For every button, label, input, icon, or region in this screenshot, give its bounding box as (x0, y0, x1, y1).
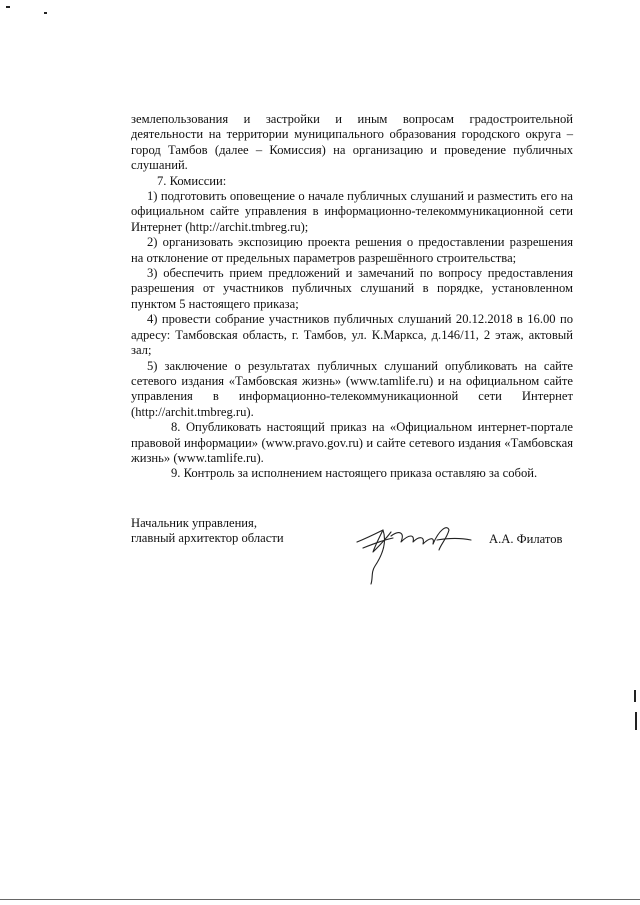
document-body (131, 112, 573, 482)
position-line-2: главный архитектор области (131, 531, 284, 546)
scan-edge-bottom (0, 899, 640, 900)
scan-mark-top-left (6, 6, 10, 8)
item-7-2: 2) организовать экспозицию проекта решения о предоставлении разрешения на отклонение от предельных параметров разрешённого строительства; (131, 235, 573, 265)
signature-block (131, 516, 591, 586)
scan-mark-right (634, 690, 636, 702)
paragraph-7-heading: 7. Комиссии: (157, 173, 227, 188)
scan-mark-right-2 (635, 712, 637, 730)
handwritten-signature (353, 508, 473, 586)
scan-mark-top (44, 12, 47, 14)
signatory-name: А.А. Филатов (489, 532, 563, 546)
item-7-3: 3) обеспечить прием предложений и замечаний по вопросу предоставления разрешения от участников публичных слушаний в порядке, установленном пунктом 5 настоящего приказа; (131, 266, 573, 311)
paragraph-9: 9. Контроль за исполнением настоящего приказа оставляю за собой. (171, 466, 538, 481)
position-line-1: Начальник управления, (131, 516, 257, 530)
item-7-1: 1) подготовить оповещение о начале публичных слушаний и разместить его на официальном сайте управления в информационно-телекоммуникационной сети Интернет (http://archit.tmbreg.ru); (131, 189, 573, 234)
paragraph-8: 8. Опубликовать настоящий приказ на «Официальном интернет-портале правовой информации» (www.pravo.gov.ru) и сайте сетевого издания «Тамбовская жизнь» (www.tamlife.ru). (131, 420, 573, 465)
paragraph-commission-continuation: землепользования и застройки и иным вопросам градостроительной деятельности на территории муниципального образования городского округа – город Тамбов (далее – Комиссия) на организацию и проведение публичных слушаний. (131, 112, 573, 173)
signatory-position (131, 516, 284, 547)
item-7-5: 5) заключение о результатах публичных слушаний опубликовать на сайте сетевого издания «Тамбовская жизнь» (www.tamlife.ru) и на официальном сайте управления в информационно-телекоммуникационной сети Интернет (http://archit.tmbreg.ru). (131, 358, 573, 419)
item-7-4: 4) провести собрание участников публичных слушаний 20.12.2018 в 16.00 по адресу: Тамбовская область, г. Тамбов, ул. К.Маркса, д.146/11, 2 этаж, актовый зал; (131, 312, 573, 358)
